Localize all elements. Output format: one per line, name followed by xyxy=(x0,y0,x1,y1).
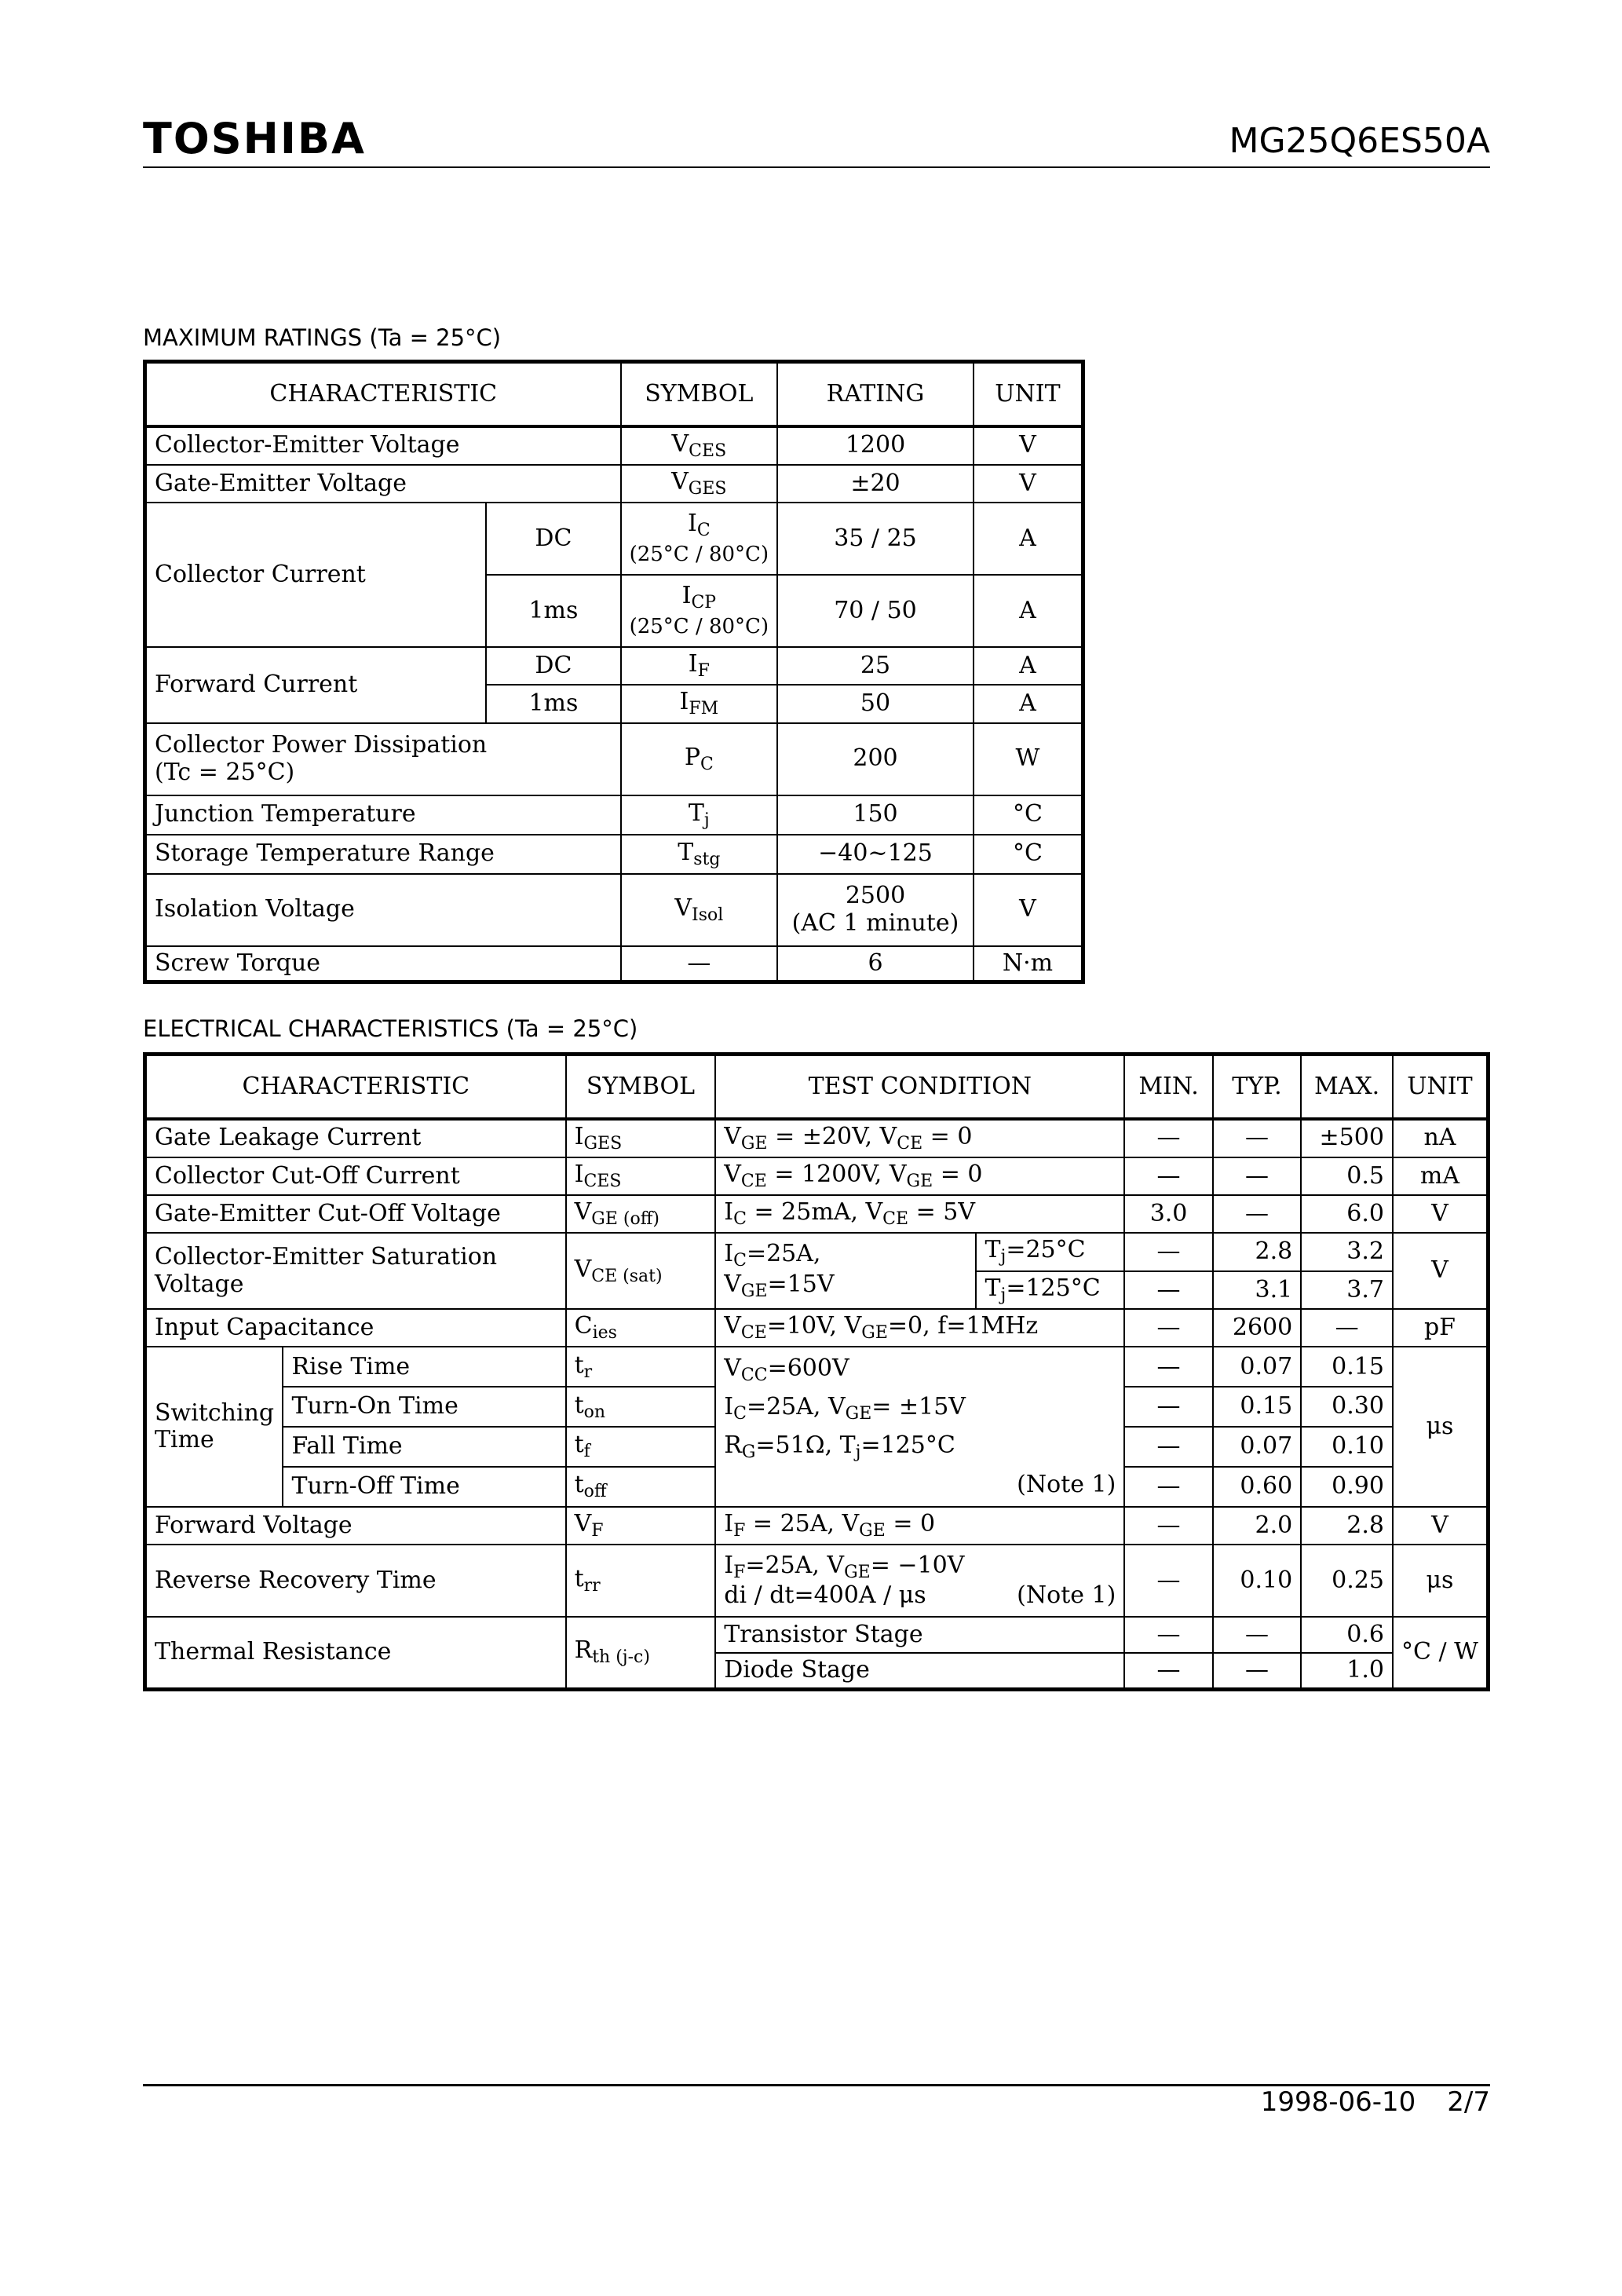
cell-unit: °C xyxy=(974,835,1083,874)
table-row xyxy=(145,874,1083,946)
cell-sub-characteristic: Rise Time xyxy=(283,1347,565,1387)
cell-mode: DC xyxy=(486,503,620,575)
cell-max: 0.5 xyxy=(1301,1157,1393,1195)
cell-max: 1.0 xyxy=(1301,1653,1393,1689)
cell-unit: V xyxy=(974,874,1083,946)
table-row xyxy=(145,1545,1489,1617)
table-row xyxy=(145,1507,1489,1545)
table-row xyxy=(145,946,1083,982)
table-row xyxy=(145,1195,1489,1233)
cell-characteristic: Isolation Voltage xyxy=(145,874,621,946)
cell-min: — xyxy=(1124,1309,1212,1347)
cell-max: 6.0 xyxy=(1301,1195,1393,1233)
cell-min: — xyxy=(1124,1427,1212,1467)
table-row xyxy=(145,1347,1489,1387)
header-unit: UNIT xyxy=(1393,1055,1489,1119)
cell-unit: pF xyxy=(1393,1309,1489,1347)
cell-rating: 70 / 50 xyxy=(777,575,974,647)
cell-min: — xyxy=(1124,1467,1212,1507)
cell-symbol: $V_{Isol}$ xyxy=(621,874,778,946)
cell-test-condition: $I_C=25A$, $V_{GE}=15V$ xyxy=(715,1233,976,1309)
cell-typ: 2.0 xyxy=(1213,1507,1301,1545)
cell-characteristic: Collector Cut-Off Current xyxy=(145,1157,566,1195)
cell-rating: 200 xyxy=(777,723,974,795)
cell-min: — xyxy=(1124,1653,1212,1689)
cell-test-condition: $I_F=25A$, $V_{GE}= -10V$ di / dt=400A / μs (Note 1) xyxy=(715,1545,1124,1617)
cell-symbol: $I_{GES}$ xyxy=(566,1119,716,1157)
cell-min: — xyxy=(1124,1347,1212,1387)
cell-rating: −40~125 xyxy=(777,835,974,874)
cell-symbol: $I_{CES}$ xyxy=(566,1157,716,1195)
cell-sub-characteristic: Fall Time xyxy=(283,1427,565,1467)
cell-symbol: $V_{CE (sat)}$ xyxy=(566,1233,716,1309)
cell-symbol: $t_f$ xyxy=(566,1427,716,1467)
cell-rating: 2500 (AC 1 minute) xyxy=(777,874,974,946)
cell-unit: V xyxy=(974,426,1083,465)
cell-max: — xyxy=(1301,1309,1393,1347)
cell-typ: 3.1 xyxy=(1213,1271,1301,1309)
cell-typ: 2.8 xyxy=(1213,1233,1301,1270)
cell-symbol: $P_C$ xyxy=(621,723,778,795)
table-row xyxy=(145,1233,1489,1270)
cell-characteristic: Collector Current xyxy=(145,503,487,647)
cell-symbol: $t_{rr}$ xyxy=(566,1545,716,1617)
cell-unit: °C xyxy=(974,795,1083,835)
cell-symbol: $C_{ies}$ xyxy=(566,1309,716,1347)
header-symbol: SYMBOL xyxy=(566,1055,716,1119)
cell-symbol: $t_r$ xyxy=(566,1347,716,1387)
cell-symbol: $I_F$ xyxy=(621,647,778,685)
cell-max: 0.90 xyxy=(1301,1467,1393,1507)
cell-rating: 1200 xyxy=(777,426,974,465)
page-number: 2/7 xyxy=(1447,2086,1490,2118)
header-symbol: SYMBOL xyxy=(621,362,778,426)
cell-symbol: $I_C$ (25°C / 80°C) xyxy=(621,503,778,575)
cell-characteristic: Junction Temperature xyxy=(145,795,621,835)
header-test-condition: TEST CONDITION xyxy=(715,1055,1124,1119)
table-row xyxy=(145,1157,1489,1195)
table-row xyxy=(145,503,1083,575)
cell-rating: ±20 xyxy=(777,465,974,503)
cell-max: 0.10 xyxy=(1301,1427,1393,1467)
cell-rating: 150 xyxy=(777,795,974,835)
cell-min: — xyxy=(1124,1157,1212,1195)
cell-unit: A xyxy=(974,503,1083,575)
cell-characteristic: Collector-Emitter Voltage xyxy=(145,426,621,465)
cell-symbol: $V_F$ xyxy=(566,1507,716,1545)
cell-unit: V xyxy=(1393,1507,1489,1545)
cell-characteristic: Storage Temperature Range xyxy=(145,835,621,874)
cell-symbol: $V_{GE (off)}$ xyxy=(566,1195,716,1233)
electrical-title: ELECTRICAL CHARACTERISTICS (Ta = 25°C) xyxy=(143,1015,638,1042)
cell-unit: mA xyxy=(1393,1157,1489,1195)
table-row xyxy=(145,1119,1489,1157)
cell-sub-characteristic: Turn-On Time xyxy=(283,1387,565,1427)
cell-typ: 0.10 xyxy=(1213,1545,1301,1617)
cell-symbol: $V_{GES}$ xyxy=(621,465,778,503)
cell-typ: — xyxy=(1213,1653,1301,1689)
cell-characteristic: Collector Power Dissipation (Tc = 25°C) xyxy=(145,723,621,795)
cell-symbol: $V_{CES}$ xyxy=(621,426,778,465)
header-divider xyxy=(143,166,1490,168)
cell-characteristic: Screw Torque xyxy=(145,946,621,982)
table-header-row xyxy=(145,1055,1489,1119)
cell-min: — xyxy=(1124,1545,1212,1617)
cell-test-condition: Diode Stage xyxy=(715,1653,1124,1689)
cell-unit: μs xyxy=(1393,1545,1489,1617)
table-header-row xyxy=(145,362,1083,426)
cell-symbol: $T_j$ xyxy=(621,795,778,835)
electrical-table xyxy=(143,1052,1490,1691)
cell-max: 3.7 xyxy=(1301,1271,1393,1309)
cell-rating: 6 xyxy=(777,946,974,982)
cell-min: — xyxy=(1124,1617,1212,1653)
cell-unit: μs xyxy=(1393,1347,1489,1507)
cell-symbol: $R_{th (j-c)}$ xyxy=(566,1617,716,1689)
cell-characteristic: Forward Voltage xyxy=(145,1507,566,1545)
cell-rating: 35 / 25 xyxy=(777,503,974,575)
cell-unit: W xyxy=(974,723,1083,795)
cell-symbol: — xyxy=(621,946,778,982)
table-row xyxy=(145,1617,1489,1653)
cell-typ: 0.07 xyxy=(1213,1427,1301,1467)
cell-characteristic: Gate Leakage Current xyxy=(145,1119,566,1157)
cell-typ: 0.15 xyxy=(1213,1387,1301,1427)
table-row xyxy=(145,723,1083,795)
part-number: MG25Q6ES50A xyxy=(1229,121,1490,161)
cell-mode: 1ms xyxy=(486,685,620,722)
cell-characteristic: Forward Current xyxy=(145,647,487,723)
cell-characteristic: Input Capacitance xyxy=(145,1309,566,1347)
cell-unit: °C / W xyxy=(1393,1617,1489,1689)
cell-unit: A xyxy=(974,685,1083,722)
cell-rating: 50 xyxy=(777,685,974,722)
cell-min: — xyxy=(1124,1387,1212,1427)
cell-mode: 1ms xyxy=(486,575,620,647)
cell-test-condition: $I_F = 25A$, $V_{GE} = 0$ xyxy=(715,1507,1124,1545)
cell-symbol: $t_{on}$ xyxy=(566,1387,716,1427)
cell-typ: 0.07 xyxy=(1213,1347,1301,1387)
cell-max: 0.25 xyxy=(1301,1545,1393,1617)
brand-logo: TOSHIBA xyxy=(143,114,366,163)
table-row xyxy=(145,835,1083,874)
cell-characteristic: Gate-Emitter Voltage xyxy=(145,465,621,503)
cell-typ: 0.60 xyxy=(1213,1467,1301,1507)
cell-characteristic: Thermal Resistance xyxy=(145,1617,566,1689)
cell-characteristic: Reverse Recovery Time xyxy=(145,1545,566,1617)
cell-test-tj: $T_j=125^\circ C$ xyxy=(976,1271,1124,1309)
table-row xyxy=(145,647,1083,685)
max-ratings-title: MAXIMUM RATINGS (Ta = 25°C) xyxy=(143,324,502,351)
cell-test-condition: Transistor Stage xyxy=(715,1617,1124,1653)
cell-max: 0.6 xyxy=(1301,1617,1393,1653)
footer-date: 1998-06-10 xyxy=(1260,2086,1416,2118)
cell-characteristic: Collector-Emitter Saturation Voltage xyxy=(145,1233,566,1309)
cell-unit: V xyxy=(1393,1195,1489,1233)
cell-typ: 2600 xyxy=(1213,1309,1301,1347)
max-ratings-table xyxy=(143,360,1085,984)
cell-sub-characteristic: Turn-Off Time xyxy=(283,1467,565,1507)
cell-test-condition: $V_{GE} = \pm 20V$, $V_{CE} = 0$ xyxy=(715,1119,1124,1157)
header-characteristic: CHARACTERISTIC xyxy=(145,362,621,426)
cell-typ: — xyxy=(1213,1119,1301,1157)
cell-test-condition: $I_C = 25mA$, $V_{CE} = 5V$ xyxy=(715,1195,1124,1233)
cell-test-tj: $T_j=25^\circ C$ xyxy=(976,1233,1124,1270)
cell-test-condition: $V_{CE} = 1200V$, $V_{GE} = 0$ xyxy=(715,1157,1124,1195)
table-row xyxy=(145,795,1083,835)
cell-symbol: $t_{off}$ xyxy=(566,1467,716,1507)
header-rating: RATING xyxy=(777,362,974,426)
header-typ: TYP. xyxy=(1213,1055,1301,1119)
cell-min: — xyxy=(1124,1119,1212,1157)
cell-min: — xyxy=(1124,1507,1212,1545)
cell-characteristic: Switching Time xyxy=(145,1347,283,1507)
cell-max: 3.2 xyxy=(1301,1233,1393,1270)
table-row xyxy=(145,465,1083,503)
header-max: MAX. xyxy=(1301,1055,1393,1119)
cell-symbol: $T_{stg}$ xyxy=(621,835,778,874)
cell-symbol: $I_{FM}$ xyxy=(621,685,778,722)
cell-typ: — xyxy=(1213,1617,1301,1653)
header-min: MIN. xyxy=(1124,1055,1212,1119)
table-row xyxy=(145,426,1083,465)
cell-max: 0.15 xyxy=(1301,1347,1393,1387)
footer xyxy=(1229,2086,1490,2118)
table-row xyxy=(145,1309,1489,1347)
cell-test-condition: $V_{CC}=600V$ $I_C=25A$, $V_{GE}= \pm 15V$ $R_G=51\Omega$, $T_j=125^\circ C$ (Note 1) xyxy=(715,1347,1124,1507)
cell-characteristic: Gate-Emitter Cut-Off Voltage xyxy=(145,1195,566,1233)
cell-symbol: $I_{CP}$ (25°C / 80°C) xyxy=(621,575,778,647)
cell-unit: V xyxy=(1393,1233,1489,1309)
header-characteristic: CHARACTERISTIC xyxy=(145,1055,566,1119)
cell-rating: 25 xyxy=(777,647,974,685)
cell-min: 3.0 xyxy=(1124,1195,1212,1233)
cell-min: — xyxy=(1124,1233,1212,1270)
cell-unit: nA xyxy=(1393,1119,1489,1157)
cell-max: ±500 xyxy=(1301,1119,1393,1157)
cell-max: 2.8 xyxy=(1301,1507,1393,1545)
cell-unit: N·m xyxy=(974,946,1083,982)
cell-min: — xyxy=(1124,1271,1212,1309)
cell-mode: DC xyxy=(486,647,620,685)
header-unit: UNIT xyxy=(974,362,1083,426)
cell-test-condition: $V_{CE}=10V$, $V_{GE}=0$, f=1MHz xyxy=(715,1309,1124,1347)
cell-unit: A xyxy=(974,575,1083,647)
cell-typ: — xyxy=(1213,1157,1301,1195)
cell-max: 0.30 xyxy=(1301,1387,1393,1427)
cell-unit: A xyxy=(974,647,1083,685)
cell-unit: V xyxy=(974,465,1083,503)
cell-typ: — xyxy=(1213,1195,1301,1233)
